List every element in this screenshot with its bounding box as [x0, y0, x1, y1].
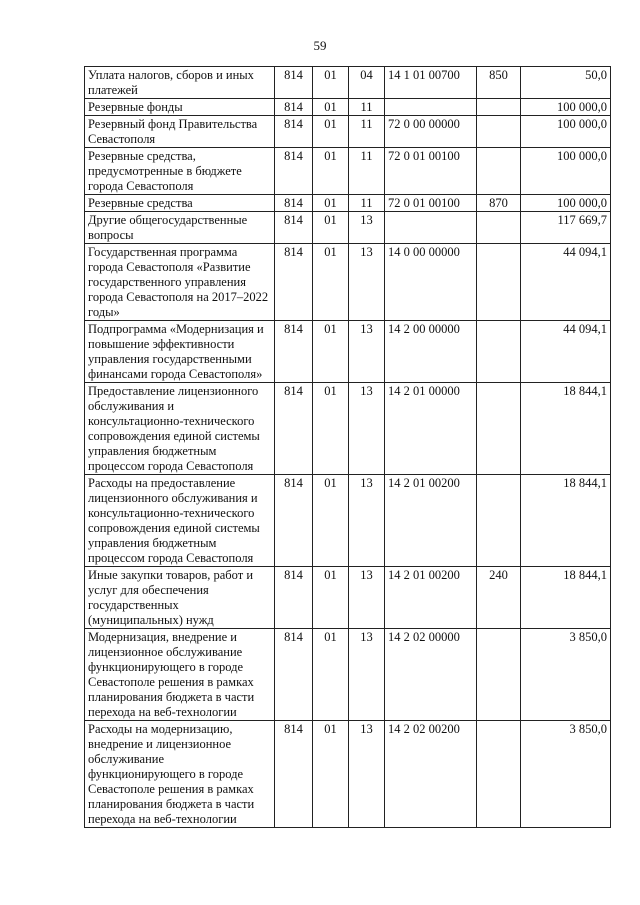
row-expense-type-cell — [477, 212, 521, 244]
table-row — [85, 212, 611, 244]
row-amount-cell: 100 000,0 — [521, 99, 611, 116]
row-subsection-code-cell: 11 — [349, 148, 385, 195]
row-name-cell: Уплата налогов, сборов и иных платежей — [85, 67, 275, 99]
row-ved-code-cell: 814 — [275, 212, 313, 244]
page-number: 59 — [313, 38, 327, 53]
row-name-cell: Подпрограмма «Модернизация и повышение эффективности управления государственными финансами города Севастополя» — [85, 321, 275, 383]
table-row — [85, 475, 611, 567]
row-expense-type-cell — [477, 244, 521, 321]
table-row — [85, 148, 611, 195]
row-amount-cell: 18 844,1 — [521, 383, 611, 475]
row-name-cell: Резервные средства — [85, 195, 275, 212]
row-subsection-code-cell: 13 — [349, 629, 385, 721]
row-section-code-cell: 01 — [313, 212, 349, 244]
table-row — [85, 195, 611, 212]
table-row — [85, 629, 611, 721]
row-ved-code-cell: 814 — [275, 99, 313, 116]
row-target-article-cell: 14 2 00 00000 — [385, 321, 477, 383]
row-expense-type-cell: 850 — [477, 67, 521, 99]
row-target-article-cell: 14 2 01 00000 — [385, 383, 477, 475]
row-section-code-cell: 01 — [313, 629, 349, 721]
row-name-cell: Модернизация, внедрение и лицензионное обслуживание функционирующего в городе Севастополе решения в рамках планирования бюджета в части перехода на веб-технологии — [85, 629, 275, 721]
row-amount-cell: 117 669,7 — [521, 212, 611, 244]
row-amount-cell: 44 094,1 — [521, 321, 611, 383]
row-expense-type-cell: 870 — [477, 195, 521, 212]
row-section-code-cell: 01 — [313, 244, 349, 321]
row-section-code-cell: 01 — [313, 321, 349, 383]
row-target-article-cell — [385, 212, 477, 244]
row-subsection-code-cell: 13 — [349, 475, 385, 567]
row-expense-type-cell — [477, 148, 521, 195]
row-subsection-code-cell: 13 — [349, 244, 385, 321]
row-expense-type-cell — [477, 629, 521, 721]
row-subsection-code-cell: 04 — [349, 67, 385, 99]
table-row — [85, 721, 611, 828]
row-ved-code-cell: 814 — [275, 321, 313, 383]
row-amount-cell: 44 094,1 — [521, 244, 611, 321]
row-ved-code-cell: 814 — [275, 567, 313, 629]
row-expense-type-cell — [477, 99, 521, 116]
row-name-cell: Другие общегосударственные вопросы — [85, 212, 275, 244]
row-name-cell: Предоставление лицензионного обслуживания и консультационно-технического сопровождения единой системы управления бюджетным процессом города Севастополя — [85, 383, 275, 475]
budget-table — [84, 66, 611, 828]
row-name-cell: Резервные средства, предусмотренные в бюджете города Севастополя — [85, 148, 275, 195]
row-expense-type-cell — [477, 475, 521, 567]
row-amount-cell: 18 844,1 — [521, 567, 611, 629]
row-name-cell: Расходы на предоставление лицензионного обслуживания и консультационно-технического сопровождения единой системы управления бюджетным процессом города Севастополя — [85, 475, 275, 567]
row-subsection-code-cell: 13 — [349, 383, 385, 475]
row-target-article-cell: 72 0 00 00000 — [385, 116, 477, 148]
row-ved-code-cell: 814 — [275, 195, 313, 212]
row-target-article-cell: 72 0 01 00100 — [385, 195, 477, 212]
row-subsection-code-cell: 13 — [349, 721, 385, 828]
row-section-code-cell: 01 — [313, 67, 349, 99]
row-section-code-cell: 01 — [313, 721, 349, 828]
row-expense-type-cell: 240 — [477, 567, 521, 629]
row-target-article-cell: 14 0 00 00000 — [385, 244, 477, 321]
table-row — [85, 67, 611, 99]
table-row — [85, 116, 611, 148]
row-name-cell: Государственная программа города Севастополя «Развитие государственного управления города Севастополя на 2017–2022 годы» — [85, 244, 275, 321]
row-name-cell: Резервные фонды — [85, 99, 275, 116]
row-amount-cell: 50,0 — [521, 67, 611, 99]
row-target-article-cell: 14 2 02 00000 — [385, 629, 477, 721]
row-amount-cell: 18 844,1 — [521, 475, 611, 567]
row-section-code-cell: 01 — [313, 116, 349, 148]
table-row — [85, 99, 611, 116]
row-name-cell: Расходы на модернизацию, внедрение и лицензионное обслуживание функционирующего в городе Севастополе решения в рамках планирования бюджета в части перехода на веб-технологии — [85, 721, 275, 828]
row-expense-type-cell — [477, 721, 521, 828]
budget-table-body — [85, 67, 611, 828]
row-subsection-code-cell: 13 — [349, 567, 385, 629]
row-target-article-cell: 14 2 02 00200 — [385, 721, 477, 828]
row-subsection-code-cell: 13 — [349, 321, 385, 383]
row-amount-cell: 100 000,0 — [521, 148, 611, 195]
table-row — [85, 567, 611, 629]
row-name-cell: Резервный фонд Правительства Севастополя — [85, 116, 275, 148]
row-section-code-cell: 01 — [313, 567, 349, 629]
row-ved-code-cell: 814 — [275, 721, 313, 828]
row-subsection-code-cell: 11 — [349, 116, 385, 148]
row-ved-code-cell: 814 — [275, 116, 313, 148]
row-ved-code-cell: 814 — [275, 475, 313, 567]
row-section-code-cell: 01 — [313, 475, 349, 567]
row-expense-type-cell — [477, 383, 521, 475]
row-target-article-cell: 14 1 01 00700 — [385, 67, 477, 99]
table-row — [85, 321, 611, 383]
row-expense-type-cell — [477, 116, 521, 148]
row-section-code-cell: 01 — [313, 148, 349, 195]
row-expense-type-cell — [477, 321, 521, 383]
row-amount-cell: 100 000,0 — [521, 195, 611, 212]
row-section-code-cell: 01 — [313, 383, 349, 475]
row-section-code-cell: 01 — [313, 195, 349, 212]
row-section-code-cell: 01 — [313, 99, 349, 116]
row-ved-code-cell: 814 — [275, 67, 313, 99]
row-subsection-code-cell: 11 — [349, 195, 385, 212]
table-row — [85, 383, 611, 475]
row-amount-cell: 3 850,0 — [521, 629, 611, 721]
row-ved-code-cell: 814 — [275, 244, 313, 321]
row-ved-code-cell: 814 — [275, 629, 313, 721]
row-target-article-cell: 14 2 01 00200 — [385, 475, 477, 567]
row-target-article-cell: 72 0 01 00100 — [385, 148, 477, 195]
row-subsection-code-cell: 11 — [349, 99, 385, 116]
row-amount-cell: 100 000,0 — [521, 116, 611, 148]
row-target-article-cell — [385, 99, 477, 116]
row-ved-code-cell: 814 — [275, 148, 313, 195]
row-ved-code-cell: 814 — [275, 383, 313, 475]
row-subsection-code-cell: 13 — [349, 212, 385, 244]
table-row — [85, 244, 611, 321]
row-amount-cell: 3 850,0 — [521, 721, 611, 828]
row-name-cell: Иные закупки товаров, работ и услуг для обеспечения государственных (муниципальных) нужд — [85, 567, 275, 629]
row-target-article-cell: 14 2 01 00200 — [385, 567, 477, 629]
